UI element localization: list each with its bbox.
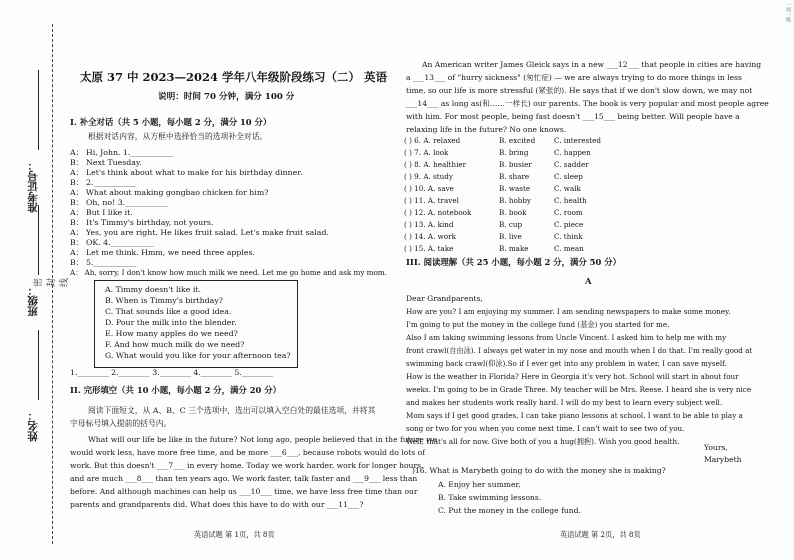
cloze-line: parents and grandparents did. What does this have to do with our ___11___? <box>70 500 364 509</box>
letter-line: Mom says if I get good grades, I can take piano lessons at school. I want to be able to play a <box>406 411 743 420</box>
section2-instruction: 阅读下面短文，从 A、B、C 三个选项中，选出可以填入空白处的最佳选项，并将其 <box>88 406 376 415</box>
choice-c: C. room <box>554 208 583 217</box>
option-a: A. Timmy doesn't like it. <box>105 285 201 294</box>
choice-c: C. piece <box>554 220 584 229</box>
dialogue-line: A： Let me think. Hmm, we need three apples. <box>70 248 255 257</box>
cloze-cont-line: relaxing life in the future? No one knows. <box>406 125 567 134</box>
choice-a: ( ) 6. A. relaxed <box>404 136 461 145</box>
dialogue-line: B： OK. 4.___________ <box>70 238 154 247</box>
dialogue-line: A： Hi, John. 1.___________ <box>70 148 174 157</box>
letter-line: How is the weather in Florida? Here in Georgia it's very hot. School will start in about four <box>406 372 739 381</box>
choice-c: C. sleep <box>554 172 583 181</box>
option-d: D. Pour the milk into the blender. <box>105 318 237 327</box>
cloze-line: work. But this doesn't ___7___ in every home. Today we work harder, work for longer hours, <box>70 461 424 470</box>
dialogue-line: A： Yes, you are right. He likes fruit salad. Let's make fruit salad. <box>70 228 329 237</box>
choice-a: ( ) 15. A. take <box>404 244 454 253</box>
dialogue-line: A： Ah, sorry, I don't know how much milk we need. Let me go home and ask my mom. <box>70 268 387 277</box>
options-box <box>94 280 298 368</box>
exam-number-label: 准考证号： <box>27 160 39 213</box>
letter-line: Also I am taking swimming lessons from Uncle Vincent. I asked him to help me with my <box>406 333 727 342</box>
choice-a: ( ) 12. A. notebook <box>404 208 472 217</box>
dialogue-line: B： Oh, no! 3.___________ <box>70 198 169 207</box>
question-16-option-c[interactable]: C. Put the money in the college fund. <box>438 506 581 515</box>
choice-b: B. busier <box>499 160 532 169</box>
cloze-line: What will our life be like in the future? Not long ago, people believed that in the future we <box>88 435 438 444</box>
letter-greeting: Dear Grandparents, <box>406 294 483 303</box>
choice-b: B. make <box>499 244 529 253</box>
page-footer-left: 英语试题 第 1页，共 8页 <box>194 530 275 539</box>
page-footer-right: 英语试题 第 2页，共 8页 <box>560 530 641 539</box>
choice-b: B. waste <box>499 184 531 193</box>
letter-line: Well, that's all for now. Give both of you a hug(拥抱). Wish you good health. <box>406 437 680 446</box>
option-b: B. When is Timmy's birthday? <box>105 296 223 305</box>
choice-a: ( ) 9. A. study <box>404 172 453 181</box>
exam-number-line <box>38 70 39 150</box>
choice-b: B. share <box>499 172 530 181</box>
dialogue-line: B： It's Timmy's birthday, not yours. <box>70 218 214 227</box>
cloze-line: would work less, have more free time, and be more ___6___, because robots would do lots of <box>70 448 425 457</box>
choice-c: C. think <box>554 232 583 241</box>
choice-c: C. happen <box>554 148 591 157</box>
cloze-cont-line: a ___13___ of "hurry sickness" (匆忙症) — we are always trying to do more things in less <box>406 73 742 82</box>
class-label: 班级： <box>27 285 39 317</box>
dialogue-line: A： What about making gongbao chicken for him? <box>70 188 269 197</box>
choice-c: C. walk <box>554 184 581 193</box>
choice-b: B. cup <box>499 220 523 229</box>
binding-margin <box>0 0 70 560</box>
choice-b: B. hobby <box>499 196 532 205</box>
section1-heading: I. 补全对话（共 5 小题，每小题 2 分，满分 10 分） <box>70 117 272 127</box>
choice-c: C. mean <box>554 244 584 253</box>
cloze-cont-line: ___14___ as long as(和……一样长) our parents. The book is very popular and most people agree <box>406 99 769 108</box>
choice-a: ( ) 14. A. work <box>404 232 456 241</box>
letter-line: weeks. I'm going to be in Grade Three. My teacher will be Mrs. Reese. I heard she is very nice <box>406 385 752 394</box>
fold-text: 密 封 线 <box>34 277 70 287</box>
option-g: G. What would you like for your afternoon tea? <box>105 351 291 360</box>
name-label: 姓名： <box>27 410 39 442</box>
letter-line: and makes her students work really hard. I will do my best to learn every subject well. <box>406 398 723 407</box>
choice-a: ( ) 8. A. healthier <box>404 160 467 169</box>
cloze-line: and are much ___8___ than ten years ago. We work faster, talk faster and ___9___ less than <box>70 474 418 483</box>
cloze-cont-line: An American writer James Gleick says in a new ___12___ that people in cities are having <box>422 60 762 69</box>
dialogue-line: B： 5.___________ <box>70 258 137 267</box>
corner-mark: 一周一练 <box>785 2 791 22</box>
cloze-cont-line: time, so our life is more stressful (紧张的). He says that if we don't slow down, we may not <box>406 86 753 95</box>
exam-subtitle: 说明：时间 70 分钟，满分 100 分 <box>158 92 295 102</box>
letter-line: swimming back crawl(仰泳).So if I ever get into any problem in water, I can save myself. <box>406 359 727 368</box>
section2-instruction-cont: 字母标号填入提前的括号内。 <box>70 419 172 428</box>
choice-a: ( ) 7. A. look <box>404 148 449 157</box>
section2-heading: II. 完形填空（共 10 小题，每小题 2 分，满分 20 分） <box>70 385 282 395</box>
passage-a-label: A <box>585 276 592 286</box>
cloze-cont-line: with him. For most people, being fast doesn't ___15___ being better. Will people have a <box>406 112 740 121</box>
choice-b: B. excited <box>499 136 536 145</box>
dialogue-line: B： 2.___________ <box>70 178 137 187</box>
letter-line: song or two for you when you come next time. I can't wait to see two of you. <box>406 424 685 433</box>
answer-blanks[interactable]: 1.________ 2.________ 3.________ 4.________ 5.________ <box>70 368 274 377</box>
choice-c: C. interested <box>554 136 602 145</box>
choice-b: B. book <box>499 208 527 217</box>
option-e: E. How many apples do we need? <box>105 329 238 338</box>
exam-title: 太原 37 中 2023—2024 学年八年级阶段练习（二） 英语 <box>80 70 388 84</box>
cloze-line: before. And although machines can help us ___10___ time, we have less free time than our <box>70 487 418 496</box>
option-f: F. And how much milk do we need? <box>105 340 245 349</box>
section3-heading: III. 阅读理解（共 25 小题，每小题 2 分，满分 50 分） <box>406 257 621 267</box>
right-column <box>404 0 788 560</box>
name-line <box>38 330 39 400</box>
dialogue-line: B： Next Tuesday. <box>70 158 142 167</box>
letter-line: How are you? I am enjoying my summer. I am sending newspapers to make some money. <box>406 307 731 316</box>
choice-a: ( ) 11. A. travel <box>404 196 459 205</box>
class-line <box>38 205 39 275</box>
letter-line: front crawl(自由泳). I always get water in my nose and mouth when I do that. I'm really good at <box>406 346 753 355</box>
dialogue-line: A： Let's think about what to make for his birthday dinner. <box>70 168 303 177</box>
letter-signature: Marybeth <box>704 455 742 464</box>
section1-instruction: 根据对话内容，从方框中选择恰当的选项补全对话。 <box>88 132 268 141</box>
choice-c: C. sadder <box>554 160 589 169</box>
choice-a: ( ) 13. A. kind <box>404 220 454 229</box>
question-16-stem: )16. What is Marybeth going to do with the money she is making? <box>412 466 666 475</box>
choice-a: ( ) 10. A. save <box>404 184 454 193</box>
choice-b: B. bring <box>499 148 529 157</box>
option-c: C. That sounds like a good idea. <box>105 307 232 316</box>
choice-c: C. health <box>554 196 587 205</box>
letter-line: I'm going to put the money in the college fund (基金) you started for me. <box>406 320 670 329</box>
question-16-option-b[interactable]: B. Take swimming lessons. <box>438 493 542 502</box>
dialogue-line: A： But I like it. <box>70 208 133 217</box>
letter-closing: Yours, <box>704 443 728 452</box>
choice-b: B. live <box>499 232 522 241</box>
question-16-option-a[interactable]: A. Enjoy her summer. <box>438 480 521 489</box>
